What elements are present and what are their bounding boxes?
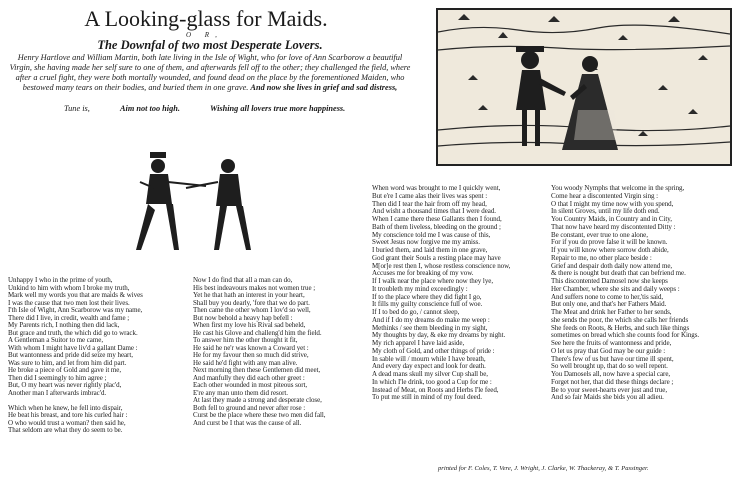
verse-line: And manfully they did each other greet : [193,373,305,382]
verse-line: If I walk near the place where now they lye, [372,277,494,285]
verse-line: And every day expect and look for death. [372,362,486,371]
verse-line: Now I do find that all a man can do, [193,276,293,284]
verse-line: To answer him the other thought it fit, [193,336,298,344]
verse-line: My cloth of Gold, and other things of pride : [372,346,495,355]
ballad-subtitle: The Downfal of two most Desperate Lovers. [97,38,323,52]
verse-line: But e're I came alas their lives was spent : [372,191,488,200]
verse-line: O let us pray that God may be our guide : [551,346,666,355]
intro-text: Henry Hartlove and William Martin, both late living in the Isle of Wight, who for love of Ann Scarborow a beautiful Virgin, she having made her self sure to one of them, and afterwards fell off to the other; they challenged the field, where after a cruel fight, they were both mortally wounded, and found dead on the place by the forementioned Maiden, who bestowed many tears on their bodies, and buried them in one grave. [9,53,411,92]
verse-line: My rich apparel I have laid aside, [372,339,465,347]
verse-line: It troubleth my mind exceedingly : [372,284,468,293]
verse-line: Mark well my words you that are maids & wives [8,291,143,299]
verse-line: O who would trust a woman? then said he, [8,418,126,427]
verse-line: It fills my guilty conscience full of woe. [372,300,483,309]
verse-line: M[or]e rest then I, whose restless conscience now, [372,261,511,270]
verse-line: But, O my heart was never rightly plac'd, [8,381,122,389]
verse-line: When word was brought to me I quickly went, [372,184,501,192]
verse-line: He beat his breast, and tore his curled hair : [8,411,128,419]
verse-line: God grant their Souls a resting place may have [372,253,501,262]
verse-line: Each other wounded in most piteous sort, [193,381,308,389]
verse-line: Yet he that hath an interest in your heart, [193,291,305,299]
verse-column-2 [193,277,326,427]
verse-line: Sweet Jesus now forgive me my amiss. [372,238,480,247]
verse-line: Be constant, ever true to one alone, [551,230,648,239]
verse-line: Next morning then these Gentlemen did meet, [193,366,321,374]
ballad-title: A Looking-glass for Maids. [84,6,328,31]
verse-line: But grace and truth, the which did go to wrack. [8,328,138,337]
tune-label: Tune is, [64,104,90,113]
verse-line: Then did I seemingly to him agree ; [8,373,107,382]
verse-line: Then did I tear the hair from off my head, [372,199,487,208]
verse-line: For if you do prove false it will be known. [551,238,668,247]
intro-tail: And now she lives in grief and sad distress, [250,83,398,92]
verse-line: But wantonness and pride did seize my heart, [8,351,133,359]
couple-woodcut-icon [436,8,732,166]
verse-line: Curst be the place where these two men did fall, [193,411,326,419]
verse-line: My Parents rich, I nothing then did lack, [8,321,120,329]
verse-column-1 [8,277,143,435]
verse-line: And wisht a thousand times that I were dead. [372,207,496,216]
printer-colophon: printed for F. Coles, T. Vere, J. Wright, J. Clarke, W. Thackeray, & T. Passinger. [438,465,649,472]
verse-line: Unhappy I who in the prime of youth, [8,276,113,284]
tune-name: Aim not too high. [120,104,180,113]
verse-line: He said he'd fight with any man alive. [193,358,298,367]
verse-line: With whom I might have liv'd a gallant Dame : [8,343,138,352]
verse-line: E're any man unto them did resort. [193,388,289,397]
verse-line: A Gentleman a Suitor to me came, [8,336,104,344]
verse-line: You woody Nymphs that welcome in the spring, [551,184,685,192]
verse-line: Both fell to ground and never after rose : [193,403,306,412]
verse-line: There did I live, in credit, wealth and fame ; [8,313,130,322]
verse-line: Be to your sweet-hearts ever just and true, [551,385,668,394]
verse-line: A dead mans skull my silver Cup shall be, [372,370,488,378]
verse-column-3 [372,185,510,402]
verse-line: Another man I afterwards imbrac'd. [8,388,107,397]
verse-line: Unkind to him with whom I broke my truth, [8,283,130,292]
verse-line: And so fair Maids she bids you all adieu. [551,393,664,402]
verse-line: Repair to me, no other place beside : [551,253,652,262]
verse-line: I'th Isle of Wight, Ann Scarborow was my name, [8,306,143,314]
verse-line: Forget not her, that did these things declare ; [551,377,674,386]
verse-line: sometimes on bread which she counts food for Kings. [551,331,700,340]
verse-line: You Damosels all, now have a special care, [551,370,671,378]
verse-line: In sable will / mourn while I have breath, [372,354,486,363]
verse-line: But now behold a heavy hap befell : [193,313,293,322]
verse-line: There's few of us but have our time ill spent, [551,354,674,363]
verse-line: She feeds on Roots, & Herbs, and such like things [551,323,690,332]
verse-line: Come hear a discontented Virgin sing : [551,191,659,200]
verse-line: He said he ne'r was known a Coward yet : [193,343,309,352]
or-divider: O R, [186,31,223,39]
ballad-introduction [6,53,414,93]
verse-line: Accuses me for breaking of my vow. [372,269,474,278]
verse-line: When first my love his Rival sad beheld, [193,321,306,329]
verse-line: & there is nought but death that can befriend me. [551,269,686,278]
verse-column-4 [551,185,699,402]
verse-line: Her Chamber, where she sits and daily weeps : [551,284,680,293]
verse-line: I buried them, and laid them in one grave, [372,246,488,254]
verse-line: His best indeavours makes not women true ; [193,283,316,292]
verse-line: If to the place where they did fight I go, [372,292,482,301]
verse-line: He for my favour then so much did strive, [193,351,309,359]
verse-line: And curst be I that was the cause of all. [193,418,302,427]
verse-line: she sends the poor, the which she calls her friends [551,315,689,324]
verse-line: Which when he knew, he fell into dispair, [8,403,123,412]
tune-tail: Wishing all lovers true more happiness. [210,104,346,113]
verse-line: The Meat and drink her Father to her sends, [551,308,672,316]
verse-line: So well brought up, that do so well repent. [551,362,668,371]
verse-line: You Country Maids, in Country and in City, [551,215,672,223]
verse-line: See here the fruits of wantonness and pride, [551,339,672,347]
verse-line: My conscience told me I was cause of this, [372,230,491,239]
verse-line: If I to bed do go, / cannot sleep, [372,308,460,316]
verse-line: When I came there these Gallants then I found, [372,215,502,223]
verse-line: At last they made a strong and desperate close, [193,396,322,404]
verse-line: Instead of Meat, on Roots and Herbs I'le feed, [372,385,499,394]
verse-line: That seldom are what they do seem to be. [8,426,123,434]
verse-line: But only one, and that's her Fathers Maid. [551,300,667,309]
verse-line: Then came the other whom I lov'd so well, [193,306,311,314]
verse-line: This discontented Damosel now she keeps [551,277,668,285]
verse-line: And suffers none to come to her,'tis said, [551,292,664,301]
verse-line: O that I might my time now with you spend, [551,199,674,208]
verse-line: Bath of them liveless, bleeding on the ground ; [372,222,501,231]
verse-line: Grief and despair doth daily now attend me, [551,261,673,270]
verse-line: Was sure to him, and let from him did part. [8,358,127,367]
verse-line: That now have heard my discontented Ditty : [551,222,676,231]
verse-line: I was the cause that two men lost their lives. [8,298,130,307]
verse-line: Shall buy you dearly, 'fore that we do part. [193,298,310,307]
verse-line: If you will know where sorrow doth abide, [551,246,669,254]
verse-line: He broke a piece of Gold and gave it me, [8,366,122,374]
verse-line: And if I do my dreams do make me weep : [372,315,490,324]
duel-woodcut-icon [110,148,278,258]
verse-line: In silent Groves, until my life doth end. [551,207,660,216]
verse-line: To put me still in mind of my foul deed. [372,393,482,402]
verse-line: Methinks / see them bleeding in my sight, [372,323,488,332]
verse-line: In which I'le drink, too good a Cup for me : [372,377,492,386]
verse-line: He cast his Glove and challeng'd him the field. [193,328,322,337]
verse-line: My thoughts by day, & eke my dreams by night. [372,331,506,340]
